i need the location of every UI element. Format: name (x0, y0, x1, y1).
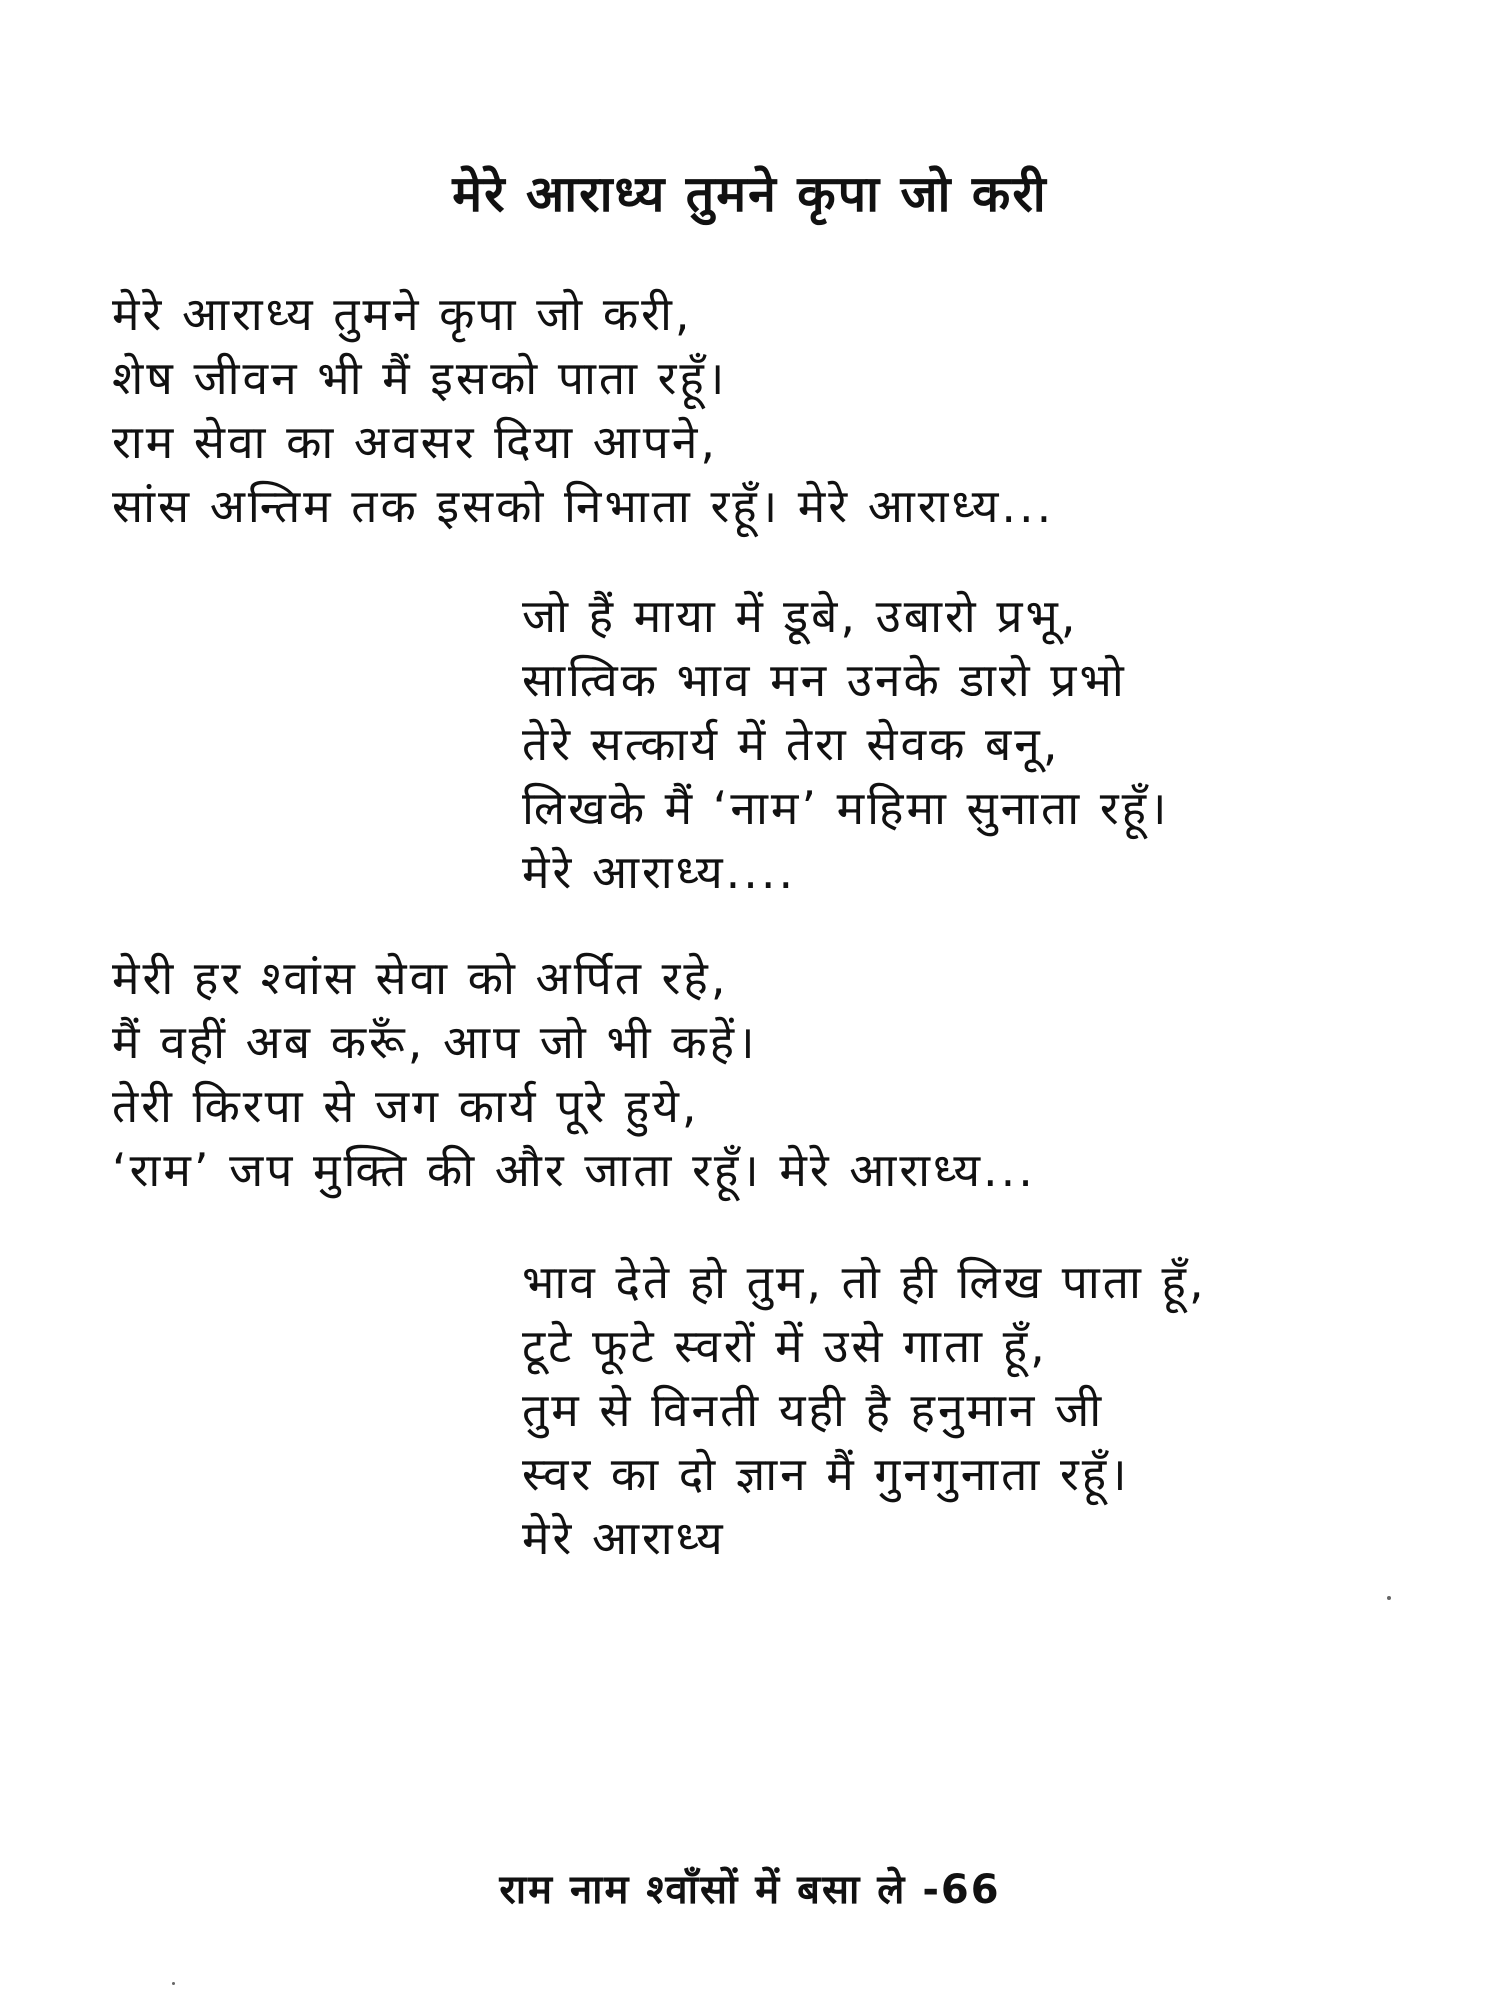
poem-line: भाव देते हो तुम, तो ही लिख पाता हूँ, (522, 1255, 1207, 1309)
poem-line: मेरे आराध्य तुमने कृपा जो करी, (112, 287, 693, 341)
scan-speck (172, 1982, 175, 1985)
poem-line: सात्विक भाव मन उनके डारो प्रभो (522, 653, 1127, 707)
poem-line: तुम से विनती यही है हनुमान जी (522, 1383, 1105, 1437)
poem-line: राम सेवा का अवसर दिया आपने, (112, 415, 719, 469)
scan-speck (1387, 1596, 1391, 1600)
poem-line: जो हैं माया में डूबे, उबारो प्रभू, (522, 589, 1079, 643)
poem-line: सांस अन्तिम तक इसको निभाता रहूँ। मेरे आराध्य... (112, 479, 1055, 533)
stanza-4 (522, 1250, 1207, 1570)
stanza-1 (112, 282, 1054, 538)
poem-line: तेरी किरपा से जग कार्य पूरे हुये, (112, 1079, 700, 1133)
stanza-2 (522, 584, 1170, 904)
poem-line: स्वर का दो ज्ञान मैं गुनगुनाता रहूँ। (522, 1447, 1130, 1501)
poem-line: ‘राम’ जप मुक्ति की और जाता रहूँ। मेरे आराध्य... (112, 1143, 1036, 1197)
poem-title: मेरे आराध्य तुमने कृपा जो करी (452, 165, 1048, 223)
poem-line: तेरे सत्कार्य में तेरा सेवक बनू, (522, 717, 1061, 771)
poem-line: मेरी हर श्वांस सेवा को अर्पित रहे, (112, 951, 729, 1005)
poem-line: शेष जीवन भी मैं इसको पाता रहूँ। (112, 351, 728, 405)
refrain-line: मेरे आराध्य.... (522, 845, 797, 899)
stanza-3 (112, 946, 1036, 1202)
page-footer: राम नाम श्वाँसों में बसा ले -66 (499, 1867, 1001, 1913)
refrain-line: मेरे आराध्य (522, 1511, 726, 1565)
poem-line: टूटे फूटे स्वरों में उसे गाता हूँ, (522, 1319, 1048, 1373)
poem-line: लिखके मैं ‘नाम’ महिमा सुनाता रहूँ। (522, 781, 1170, 835)
poem-line: मैं वहीं अब करूँ, आप जो भी कहें। (112, 1015, 758, 1069)
